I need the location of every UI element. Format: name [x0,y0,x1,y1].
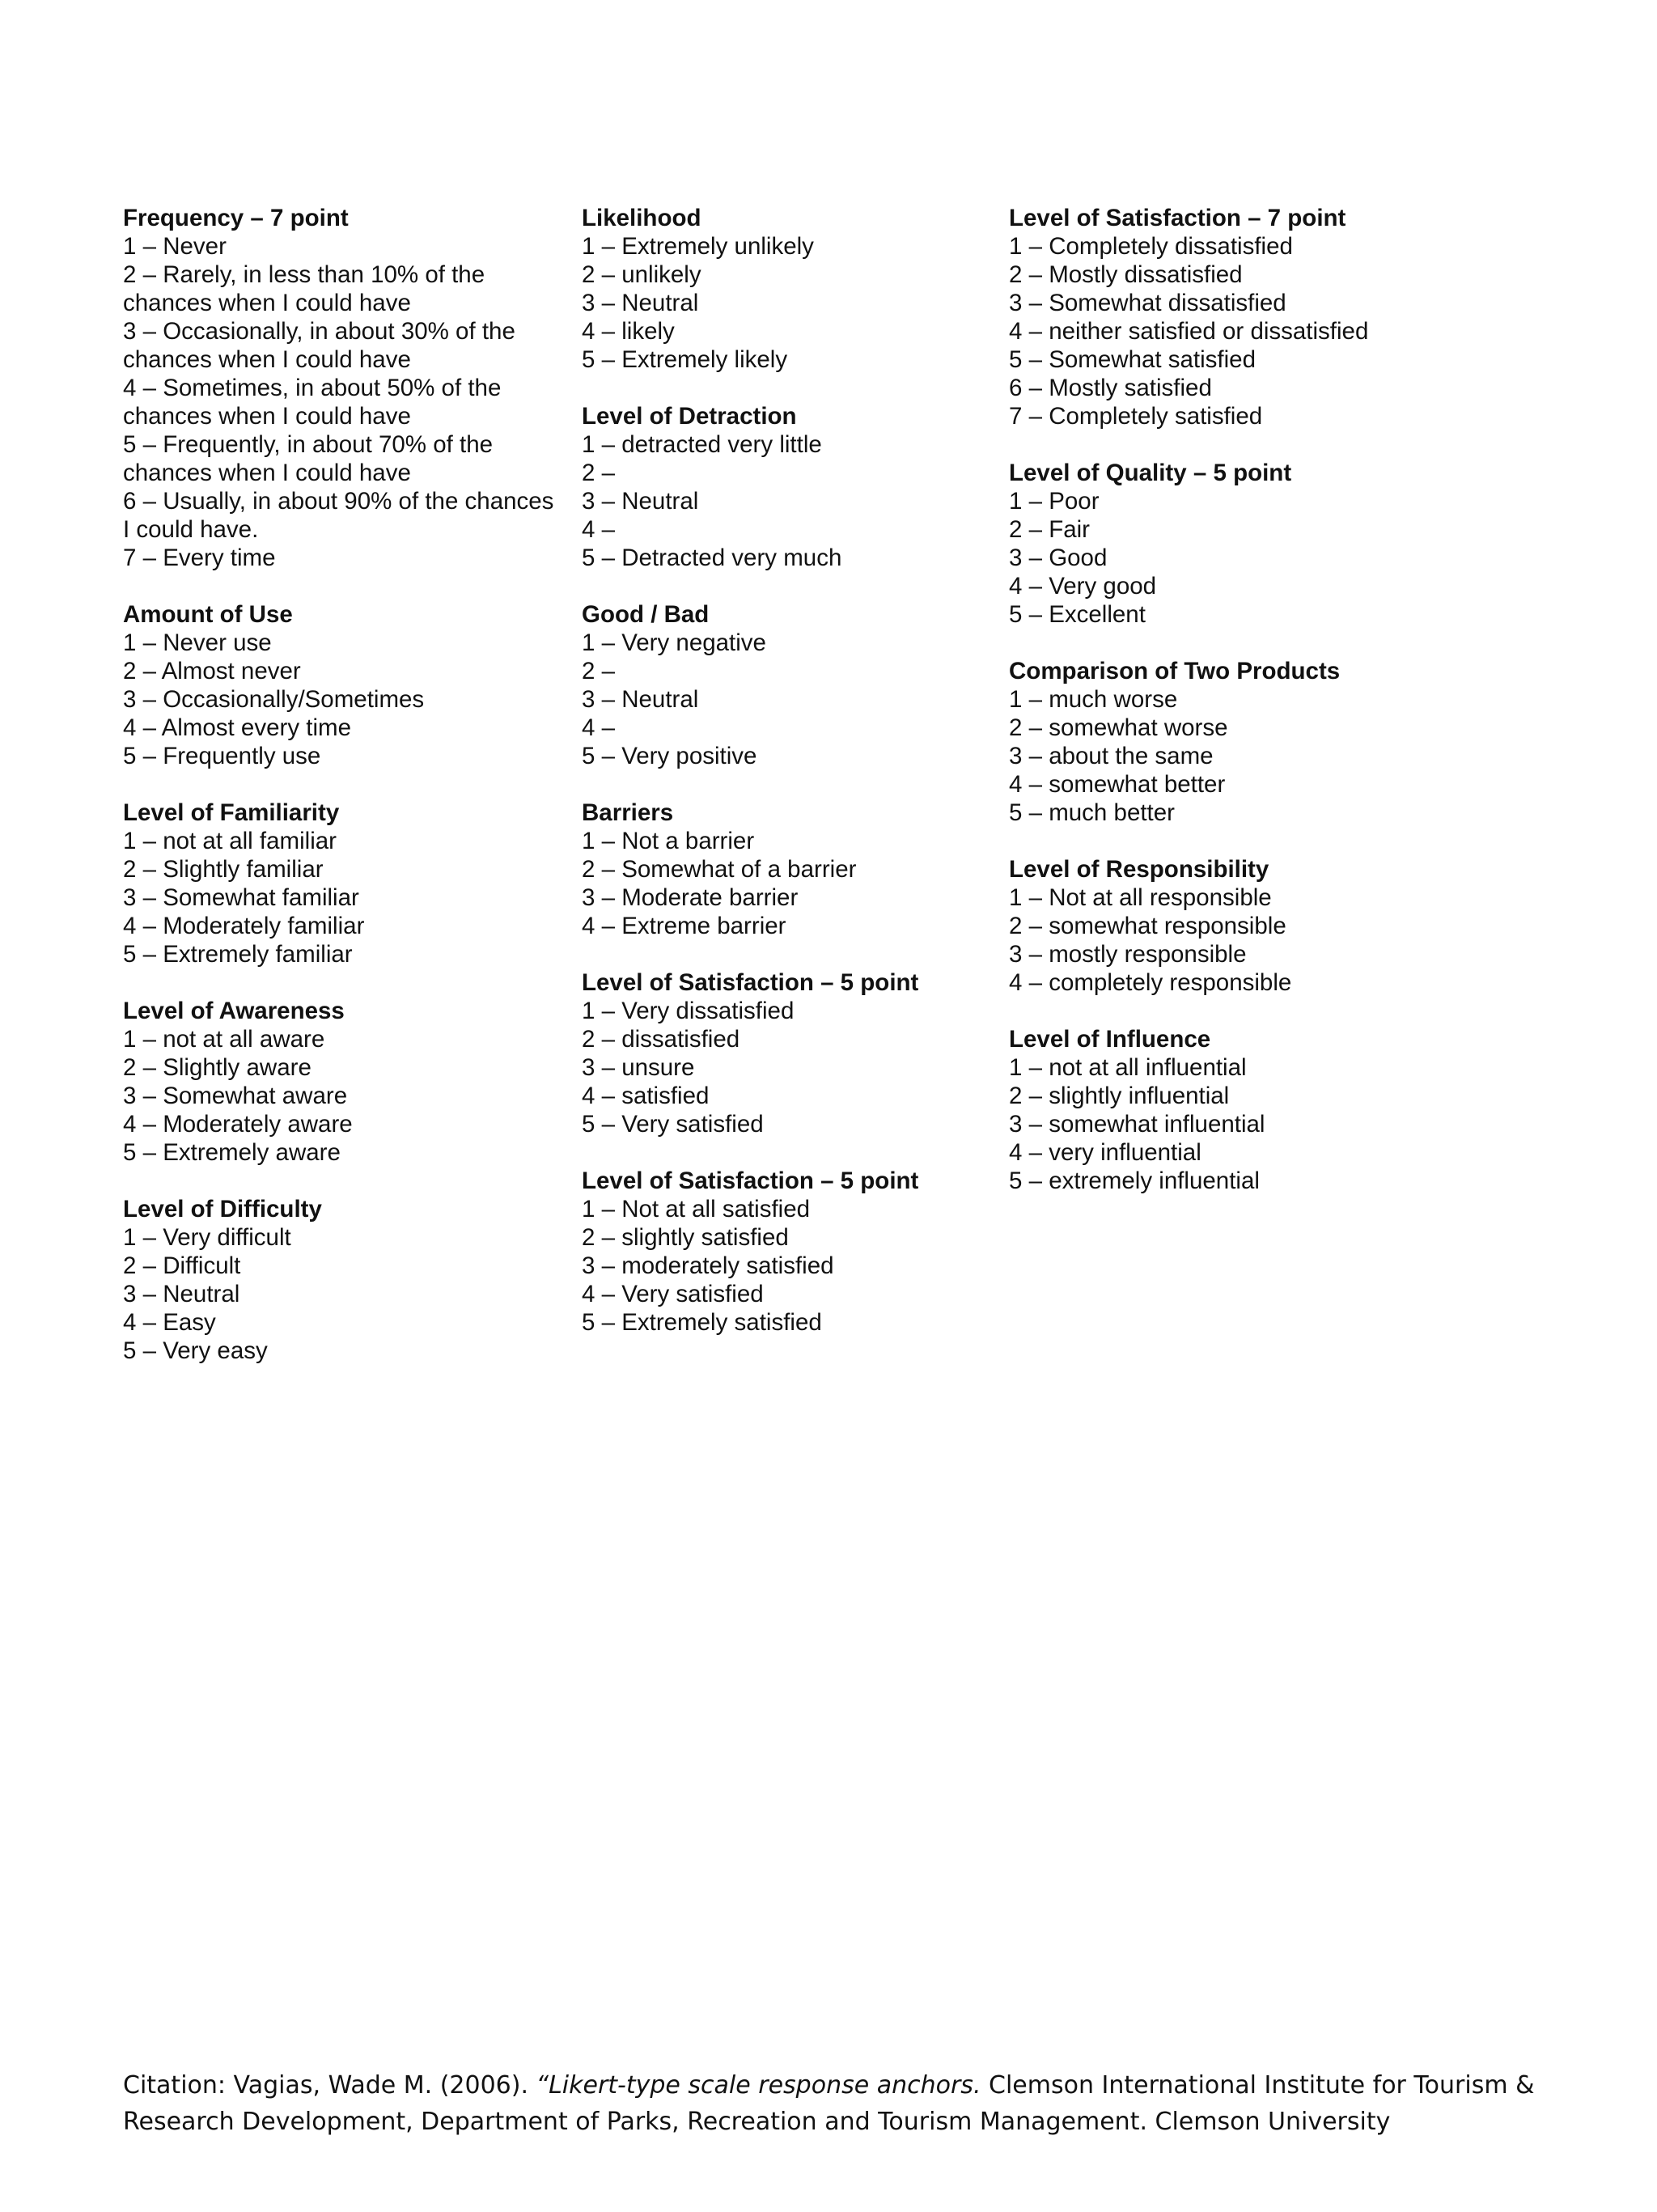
scale-item: 1 – Poor [1009,488,1100,515]
scale-item: 2 – [582,460,616,486]
scale-item: 3 – Somewhat aware [123,1083,348,1109]
scale-heading: Frequency – 7 point [123,205,349,231]
scale-item: 5 – Very easy [123,1337,268,1364]
scale-block [123,799,560,968]
scale-item: 4 – [582,714,616,741]
scale-item: 2 – Rarely, in less than 10% of the chances when I could have [123,261,485,316]
scale-item: 5 – Frequently, in about 70% of the chances when I could have [123,431,494,486]
scale-item: 5 – Very positive [582,743,757,769]
scale-item: 2 – Fair [1009,516,1091,543]
scale-item: 5 – Extremely familiar [123,941,353,968]
scale-item: 5 – Extremely likely [582,346,788,373]
scale-item: 3 – Neutral [582,686,699,713]
scale-item: 2 – Somewhat of a barrier [582,856,857,883]
scale-item: 5 – Frequently use [123,743,321,769]
scale-item: 1 – Extremely unlikely [582,233,814,260]
scale-item: 2 – dissatisfied [582,1026,740,1053]
column-1 [123,204,560,1393]
scale-item: 3 – Occasionally/Sometimes [123,686,425,713]
scale-item: 3 – mostly responsible [1009,941,1247,968]
scale-block [582,204,1002,374]
scale-item: 4 – very influential [1009,1139,1201,1166]
scale-item: 4 – Sometimes, in about 50% of the chances when I could have [123,375,502,430]
scale-block [123,204,560,572]
citation-prefix: Citation: Vagias, Wade M. (2006). [123,2071,536,2100]
scale-heading: Level of Familiarity [123,799,340,826]
scale-item: 6 – Mostly satisfied [1009,375,1212,401]
scale-item: 3 – about the same [1009,743,1214,769]
scale-block [582,799,1002,940]
scale-item: 4 – Very good [1009,573,1157,600]
scale-block [582,402,1002,572]
scale-item: 2 – somewhat worse [1009,714,1228,741]
scale-item: 1 – Not at all satisfied [582,1196,811,1223]
scale-item: 2 – slightly influential [1009,1083,1230,1109]
scale-heading: Level of Awareness [123,998,345,1024]
scale-item: 6 – Usually, in about 90% of the chances I could have. [123,488,554,543]
scale-heading: Barriers [582,799,674,826]
scale-block [582,1167,1002,1337]
scale-block [1009,1025,1527,1195]
scale-heading: Good / Bad [582,601,710,628]
scale-item: 7 – Completely satisfied [1009,403,1263,430]
scale-item: 2 – Difficult [123,1252,241,1279]
scale-block [582,600,1002,770]
scale-item: 2 – [582,658,616,684]
scale-heading: Level of Difficulty [123,1196,322,1223]
scale-item: 3 – Good [1009,545,1108,571]
scale-item: 2 – Slightly aware [123,1054,311,1081]
scale-item: 3 – somewhat influential [1009,1111,1265,1138]
scale-item: 5 – Somewhat satisfied [1009,346,1256,373]
scale-item: 1 – Never use [123,629,272,656]
scale-item: 3 – Moderate barrier [582,884,799,911]
scale-block [123,600,560,770]
scale-heading: Amount of Use [123,601,293,628]
scale-item: 4 – likely [582,318,675,345]
scale-item: 2 – Almost never [123,658,301,684]
scale-item: 1 – Not at all responsible [1009,884,1272,911]
scale-item: 2 – Slightly familiar [123,856,324,883]
scale-item: 2 – slightly satisfied [582,1224,789,1251]
scale-item: 4 – Extreme barrier [582,913,786,939]
scale-heading: Level of Satisfaction – 7 point [1009,205,1346,231]
scale-item: 1 – Never [123,233,227,260]
scale-block [1009,459,1527,629]
scale-item: 1 – Very difficult [123,1224,291,1251]
scale-item: 4 – Easy [123,1309,216,1336]
scale-item: 4 – completely responsible [1009,969,1292,996]
scale-block [123,1195,560,1365]
scale-item: 3 – Neutral [582,488,699,515]
scale-item: 2 – unlikely [582,261,701,288]
scale-item: 1 – Very negative [582,629,766,656]
scale-item: 7 – Every time [123,545,276,571]
scale-heading: Level of Satisfaction – 5 point [582,1167,919,1194]
scale-item: 1 – much worse [1009,686,1178,713]
citation-suffix: Clemson International Institute for Tourism & Research Development, Department of Parks, Recreation and Tourism Management. Clemson University [123,2071,1535,2136]
scale-item: 3 – Somewhat familiar [123,884,359,911]
scale-item: 3 – moderately satisfied [582,1252,834,1279]
scale-item: 1 – detracted very little [582,431,822,458]
scale-item: 1 – not at all aware [123,1026,325,1053]
scale-item: 4 – satisfied [582,1083,710,1109]
column-3 [1009,204,1527,1223]
scale-item: 1 – not at all familiar [123,828,337,854]
scale-item: 5 – Extremely aware [123,1139,341,1166]
scale-item: 3 – Somewhat dissatisfied [1009,290,1286,316]
scale-item: 1 – Completely dissatisfied [1009,233,1293,260]
scale-item: 4 – Moderately aware [123,1111,353,1138]
scale-block [1009,657,1527,827]
scale-heading: Level of Satisfaction – 5 point [582,969,919,996]
scale-item: 4 – Almost every time [123,714,351,741]
scale-item: 5 – Excellent [1009,601,1146,628]
scale-item: 5 – extremely influential [1009,1167,1260,1194]
scale-item: 3 – Occasionally, in about 30% of the chances when I could have [123,318,515,373]
scale-heading: Level of Quality – 5 point [1009,460,1292,486]
scale-item: 3 – unsure [582,1054,695,1081]
column-2 [582,204,1002,1365]
scale-block [1009,204,1527,430]
scale-heading: Level of Detraction [582,403,797,430]
scale-item: 1 – not at all influential [1009,1054,1247,1081]
scale-item: 4 – Very satisfied [582,1281,764,1307]
scale-item: 5 – much better [1009,799,1175,826]
scale-item: 1 – Very dissatisfied [582,998,795,1024]
scale-heading: Comparison of Two Products [1009,658,1341,684]
scale-item: 3 – Neutral [123,1281,240,1307]
scale-item: 5 – Extremely satisfied [582,1309,822,1336]
scale-block [1009,855,1527,997]
scale-item: 3 – Neutral [582,290,699,316]
scale-heading: Likelihood [582,205,701,231]
scale-block [582,968,1002,1138]
scale-item: 5 – Very satisfied [582,1111,764,1138]
scale-item: 4 – neither satisfied or dissatisfied [1009,318,1369,345]
scale-item: 5 – Detracted very much [582,545,842,571]
scale-item: 2 – Mostly dissatisfied [1009,261,1243,288]
scale-item: 1 – Not a barrier [582,828,755,854]
scale-item: 4 – somewhat better [1009,771,1226,798]
citation-title: “Likert-type scale response anchors. [536,2071,981,2100]
scale-item: 4 – [582,516,616,543]
scale-item: 2 – somewhat responsible [1009,913,1286,939]
scale-item: 4 – Moderately familiar [123,913,365,939]
scale-heading: Level of Influence [1009,1026,1211,1053]
scale-heading: Level of Responsibility [1009,856,1269,883]
scale-block [123,997,560,1167]
citation [123,2067,1579,2140]
